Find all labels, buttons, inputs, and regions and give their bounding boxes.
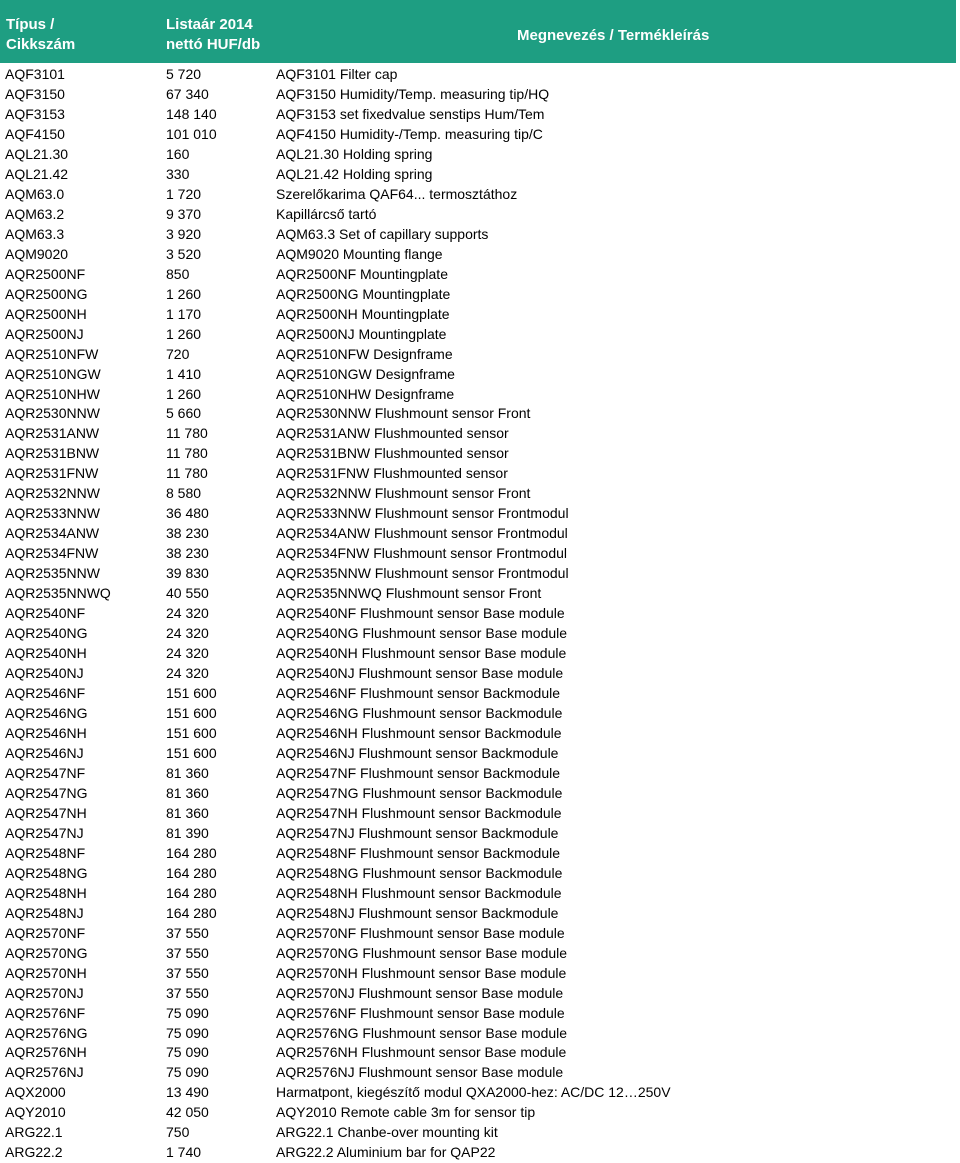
table-row xyxy=(0,1042,960,1062)
table-row xyxy=(0,883,960,903)
product-code: AQR2530NNW xyxy=(5,405,100,422)
product-price: 11 780 xyxy=(166,425,208,442)
product-code: AQR2547NF xyxy=(5,764,86,781)
product-price: 1 410 xyxy=(166,365,202,382)
product-description: AQR2500NH Mountingplate xyxy=(276,305,450,322)
table-row xyxy=(0,623,960,643)
product-code: AQR2548NJ xyxy=(5,904,84,921)
product-code: AQR2570NG xyxy=(5,944,88,961)
product-price: 42 050 xyxy=(166,1104,209,1121)
table-row xyxy=(0,204,960,224)
product-price: 11 780 xyxy=(166,445,208,462)
product-code: AQR2531ANW xyxy=(5,425,100,442)
product-code: AQR2548NH xyxy=(5,884,87,901)
product-code: AQR2570NJ xyxy=(5,984,84,1001)
table-row xyxy=(0,264,960,284)
product-description: AQR2547NF Flushmount sensor Backmodule xyxy=(276,764,561,781)
product-price: 5 660 xyxy=(166,405,202,422)
product-price: 37 550 xyxy=(166,964,209,981)
product-price: 164 280 xyxy=(166,844,217,861)
product-description: AQY2010 Remote cable 3m for sensor tip xyxy=(276,1104,536,1121)
table-row xyxy=(0,783,960,803)
product-code: AQR2531FNW xyxy=(5,465,99,482)
product-code: AQR2534ANW xyxy=(5,525,100,542)
product-code: AQR2500NJ xyxy=(5,325,84,342)
product-code: AQR2533NNW xyxy=(5,505,100,522)
product-description: AQR2540NF Flushmount sensor Base module xyxy=(276,605,565,622)
product-description: AQR2576NG Flushmount sensor Base module xyxy=(276,1024,568,1041)
table-row xyxy=(0,963,960,983)
product-code: AQR2535NNW xyxy=(5,565,100,582)
product-description: AQR2530NNW Flushmount sensor Front xyxy=(276,405,531,422)
price-list xyxy=(0,64,960,1162)
header-code-label: Cikkszám xyxy=(6,36,76,53)
product-price: 38 230 xyxy=(166,545,209,562)
header-price-unit-label: nettó HUF/db xyxy=(166,36,261,53)
product-description: AQR2548NJ Flushmount sensor Backmodule xyxy=(276,904,559,921)
header-type-label: Típus / xyxy=(6,16,55,33)
product-code: AQR2540NJ xyxy=(5,665,84,682)
product-code: AQM9020 xyxy=(5,245,69,262)
product-code: ARG22.2 xyxy=(5,1144,63,1161)
product-price: 151 600 xyxy=(166,705,217,721)
product-code: AQR2546NF xyxy=(5,685,86,702)
product-code: AQR2576NH xyxy=(5,1044,87,1061)
product-price: 151 600 xyxy=(166,685,217,702)
product-description: AQR2546NH Flushmount sensor Backmodule xyxy=(276,724,562,741)
table-row xyxy=(0,443,960,463)
product-price: 5 720 xyxy=(166,66,202,82)
product-description: AQR2540NG Flushmount sensor Base module xyxy=(276,625,568,642)
product-price: 148 140 xyxy=(166,105,217,122)
product-code: AQR2546NJ xyxy=(5,744,84,761)
table-row xyxy=(0,144,960,164)
product-price: 81 390 xyxy=(166,824,209,841)
product-price: 164 280 xyxy=(166,864,217,881)
product-description: AQR2534ANW Flushmount sensor Frontmodul xyxy=(276,525,568,542)
product-price: 67 340 xyxy=(166,85,209,102)
product-price: 9 370 xyxy=(166,205,202,222)
product-description: AQR2532NNW Flushmount sensor Front xyxy=(276,485,531,502)
product-code: AQR2540NG xyxy=(5,625,88,642)
table-row xyxy=(0,64,960,84)
product-price: 75 090 xyxy=(166,1064,209,1081)
table-row xyxy=(0,1003,960,1023)
product-description: AQR2531BNW Flushmounted sensor xyxy=(276,445,509,462)
table-row xyxy=(0,1062,960,1082)
table-row xyxy=(0,603,960,623)
product-code: AQR2535NNWQ xyxy=(5,585,111,602)
product-price: 3 920 xyxy=(166,225,202,242)
table-row xyxy=(0,803,960,823)
table-row xyxy=(0,563,960,583)
product-price: 24 320 xyxy=(166,645,209,662)
product-description: AQR2533NNW Flushmount sensor Frontmodul xyxy=(276,505,569,522)
product-description: AQR2570NF Flushmount sensor Base module xyxy=(276,924,565,941)
product-description: ARG22.1 Chanbe-over mounting kit xyxy=(276,1124,498,1141)
table-row xyxy=(0,124,960,144)
table-row xyxy=(0,663,960,683)
product-price: 75 090 xyxy=(166,1004,209,1021)
product-description: ARG22.2 Aluminium bar for QAP22 xyxy=(276,1144,496,1161)
product-code: AQR2510NFW xyxy=(5,345,99,362)
table-row xyxy=(0,523,960,543)
product-price: 40 550 xyxy=(166,585,209,602)
product-price: 1 260 xyxy=(166,385,202,402)
product-price: 39 830 xyxy=(166,565,209,582)
product-price: 151 600 xyxy=(166,724,217,741)
product-price: 101 010 xyxy=(166,125,217,142)
product-price: 164 280 xyxy=(166,884,217,901)
product-description: AQR2576NH Flushmount sensor Base module xyxy=(276,1044,567,1061)
table-row xyxy=(0,164,960,184)
product-code: AQR2570NH xyxy=(5,964,87,981)
product-price: 1 720 xyxy=(166,185,202,202)
table-row xyxy=(0,324,960,344)
product-description: AQM9020 Mounting flange xyxy=(276,245,443,262)
product-code: AQR2546NH xyxy=(5,724,87,741)
table-row xyxy=(0,743,960,763)
product-description: AQR2548NF Flushmount sensor Backmodule xyxy=(276,844,561,861)
product-price: 37 550 xyxy=(166,984,209,1001)
product-code: AQR2547NJ xyxy=(5,824,84,841)
table-row xyxy=(0,284,960,304)
table-row xyxy=(0,224,960,244)
product-price: 164 280 xyxy=(166,904,217,921)
product-description: AQR2500NJ Mountingplate xyxy=(276,325,447,342)
product-description: AQR2534FNW Flushmount sensor Frontmodul xyxy=(276,545,567,562)
product-code: AQR2547NH xyxy=(5,804,87,821)
table-row xyxy=(0,943,960,963)
product-price: 1 170 xyxy=(166,305,202,322)
table-row xyxy=(0,423,960,443)
table-header xyxy=(0,0,956,63)
product-description: AQR2547NG Flushmount sensor Backmodule xyxy=(276,784,563,801)
product-description: Kapillárcső tartó xyxy=(276,205,377,222)
product-price: 24 320 xyxy=(166,605,209,622)
table-row xyxy=(0,1122,960,1142)
table-row xyxy=(0,463,960,483)
product-code: AQR2576NJ xyxy=(5,1064,84,1081)
table-row xyxy=(0,683,960,703)
product-price: 160 xyxy=(166,145,190,162)
product-price: 720 xyxy=(166,345,190,362)
product-code: ARG22.1 xyxy=(5,1124,63,1141)
product-price: 850 xyxy=(166,265,190,282)
product-description: AQR2570NH Flushmount sensor Base module xyxy=(276,964,567,981)
product-price: 1 260 xyxy=(166,285,202,302)
product-price: 24 320 xyxy=(166,665,209,682)
product-code: AQR2500NF xyxy=(5,265,86,282)
product-price: 151 600 xyxy=(166,744,217,761)
product-description: AQF3150 Humidity/Temp. measuring tip/HQ xyxy=(276,85,550,102)
product-code: AQY2010 xyxy=(5,1104,66,1121)
table-row xyxy=(0,483,960,503)
product-code: AQM63.0 xyxy=(5,185,65,202)
table-row xyxy=(0,863,960,883)
product-price: 81 360 xyxy=(166,784,209,801)
table-row xyxy=(0,763,960,783)
product-description: AQR2576NF Flushmount sensor Base module xyxy=(276,1004,565,1021)
product-price: 37 550 xyxy=(166,944,209,961)
product-price: 1 260 xyxy=(166,325,202,342)
table-row xyxy=(0,1102,960,1122)
header-price-year-label: Listaár 2014 xyxy=(166,16,253,33)
product-description: AQR2570NG Flushmount sensor Base module xyxy=(276,944,568,961)
product-code: AQR2546NG xyxy=(5,705,88,721)
product-price: 75 090 xyxy=(166,1044,209,1061)
product-description: AQR2535NNW Flushmount sensor Frontmodul xyxy=(276,565,569,582)
product-description: AQR2570NJ Flushmount sensor Base module xyxy=(276,984,564,1001)
product-description: Szerelőkarima QAF64... termosztáthoz xyxy=(276,185,518,202)
product-code: AQR2576NG xyxy=(5,1024,88,1041)
product-description: AQF4150 Humidity-/Temp. measuring tip/C xyxy=(276,125,543,142)
product-code: AQR2548NG xyxy=(5,864,88,881)
product-code: AQL21.30 xyxy=(5,145,69,162)
product-code: AQR2510NGW xyxy=(5,365,101,382)
product-code: AQR2540NF xyxy=(5,605,86,622)
product-code: AQF3101 xyxy=(5,66,65,82)
product-description: AQR2540NJ Flushmount sensor Base module xyxy=(276,665,564,682)
product-price: 1 740 xyxy=(166,1144,202,1161)
product-description: AQR2546NF Flushmount sensor Backmodule xyxy=(276,685,561,702)
product-code: AQL21.42 xyxy=(5,165,69,182)
table-row xyxy=(0,244,960,264)
product-code: AQF3150 xyxy=(5,85,65,102)
product-description: AQR2546NG Flushmount sensor Backmodule xyxy=(276,705,563,721)
table-row xyxy=(0,903,960,923)
table-row xyxy=(0,384,960,404)
product-code: AQF4150 xyxy=(5,125,65,142)
product-description: AQR2548NH Flushmount sensor Backmodule xyxy=(276,884,562,901)
product-description: AQM63.3 Set of capillary supports xyxy=(276,225,489,242)
product-code: AQR2510NHW xyxy=(5,385,100,402)
product-code: AQX2000 xyxy=(5,1084,66,1101)
product-price: 38 230 xyxy=(166,525,209,542)
product-description: AQF3153 set fixedvalue senstips Hum/Tem xyxy=(276,105,545,122)
table-row xyxy=(0,583,960,603)
product-code: AQR2576NF xyxy=(5,1004,86,1021)
table-row xyxy=(0,1023,960,1043)
product-price: 750 xyxy=(166,1124,190,1141)
table-row xyxy=(0,184,960,204)
table-row xyxy=(0,304,960,324)
product-code: AQR2500NG xyxy=(5,285,88,302)
table-row xyxy=(0,1082,960,1102)
product-code: AQR2500NH xyxy=(5,305,87,322)
product-description: AQR2547NJ Flushmount sensor Backmodule xyxy=(276,824,559,841)
table-row xyxy=(0,923,960,943)
table-row xyxy=(0,104,960,124)
product-price: 3 520 xyxy=(166,245,202,262)
product-code: AQR2534FNW xyxy=(5,545,99,562)
header-description: Megnevezés / Termékleírás xyxy=(517,27,710,44)
product-description: AQR2510NHW Designframe xyxy=(276,385,455,402)
product-code: AQR2531BNW xyxy=(5,445,100,462)
product-description: AQR2535NNWQ Flushmount sensor Front xyxy=(276,585,542,602)
product-price: 24 320 xyxy=(166,625,209,642)
table-row xyxy=(0,503,960,523)
table-row xyxy=(0,843,960,863)
product-code: AQF3153 xyxy=(5,105,65,122)
product-price: 81 360 xyxy=(166,764,209,781)
product-description: AQR2531ANW Flushmounted sensor xyxy=(276,425,509,442)
product-price: 37 550 xyxy=(166,924,209,941)
product-code: AQR2548NF xyxy=(5,844,86,861)
product-code: AQR2540NH xyxy=(5,645,87,662)
product-description: Harmatpont, kiegészítő modul QXA2000-hez: AC/DC 12…250V xyxy=(276,1084,671,1101)
product-code: AQR2532NNW xyxy=(5,485,100,502)
product-code: AQR2547NG xyxy=(5,784,88,801)
product-description: AQR2500NF Mountingplate xyxy=(276,265,448,282)
product-description: AQR2548NG Flushmount sensor Backmodule xyxy=(276,864,563,881)
table-row xyxy=(0,403,960,423)
product-price: 36 480 xyxy=(166,505,209,522)
product-price: 11 780 xyxy=(166,465,208,482)
product-code: AQM63.2 xyxy=(5,205,65,222)
product-description: AQR2540NH Flushmount sensor Base module xyxy=(276,645,567,662)
product-description: AQR2510NGW Designframe xyxy=(276,365,455,382)
product-price: 75 090 xyxy=(166,1024,209,1041)
table-row xyxy=(0,643,960,663)
header-type-code xyxy=(6,15,75,55)
table-row xyxy=(0,1142,960,1162)
product-description: AQR2576NJ Flushmount sensor Base module xyxy=(276,1064,564,1081)
table-row xyxy=(0,703,960,723)
table-row xyxy=(0,344,960,364)
product-price: 330 xyxy=(166,165,190,182)
product-description: AQR2547NH Flushmount sensor Backmodule xyxy=(276,804,562,821)
header-price xyxy=(166,15,260,55)
product-description: AQR2510NFW Designframe xyxy=(276,345,453,362)
product-description: AQL21.42 Holding spring xyxy=(276,165,433,182)
product-price: 8 580 xyxy=(166,485,202,502)
product-description: AQR2546NJ Flushmount sensor Backmodule xyxy=(276,744,559,761)
product-description: AQF3101 Filter cap xyxy=(276,66,398,82)
table-row xyxy=(0,723,960,743)
table-row xyxy=(0,983,960,1003)
product-code: AQR2570NF xyxy=(5,924,86,941)
product-description: AQR2531FNW Flushmounted sensor xyxy=(276,465,508,482)
table-row xyxy=(0,364,960,384)
table-row xyxy=(0,543,960,563)
table-row xyxy=(0,823,960,843)
product-price: 13 490 xyxy=(166,1084,209,1101)
product-price: 81 360 xyxy=(166,804,209,821)
table-row xyxy=(0,84,960,104)
product-description: AQL21.30 Holding spring xyxy=(276,145,433,162)
product-description: AQR2500NG Mountingplate xyxy=(276,285,451,302)
product-code: AQM63.3 xyxy=(5,225,65,242)
